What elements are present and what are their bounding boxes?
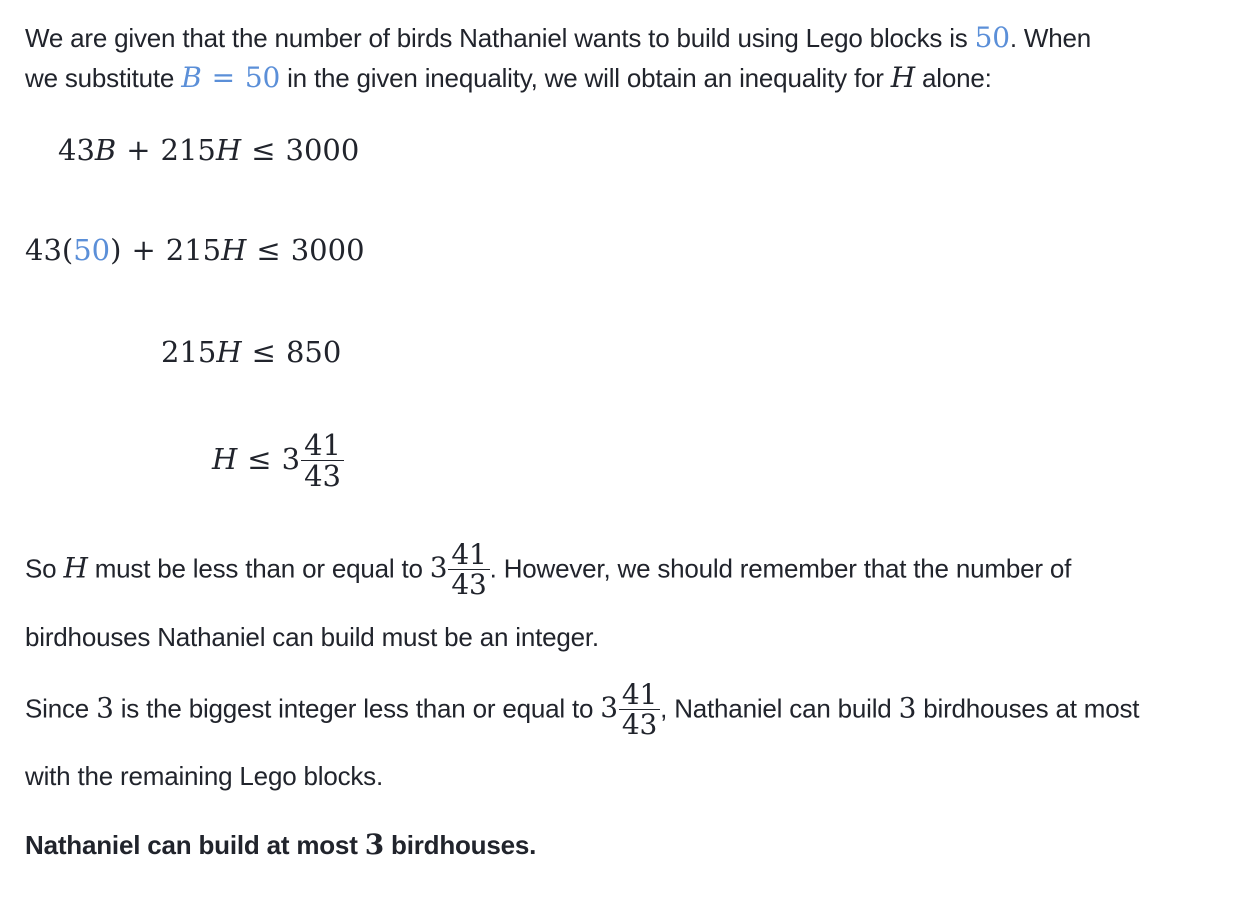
para2-line-1: So H must be less than or equal to 3 $\frac{41}{43}$ . However, we should remember that the number of (25, 538, 1072, 602)
substitution-expression: B = 50 (181, 61, 281, 94)
para3-line-1: Since 3 is the biggest integer less than or equal to 3 $\frac{41}{43}$ , Nathaniel can build 3 birdhouses at most (25, 678, 1140, 742)
intro-text-end: . When (1009, 23, 1092, 53)
equation-1: 43B + 215H ≤ 3000 (58, 133, 360, 167)
para3-line-2: with the remaining Lego blocks. (25, 761, 384, 791)
mixed-number: 3 $\frac{41}{43}$ (430, 551, 490, 584)
intro-line-2 (25, 58, 992, 98)
equation-3: 215H ≤ 850 (161, 335, 342, 369)
intro-text: We are given that the number of birds Nathaniel wants to build using Lego blocks is (25, 23, 968, 53)
equation-4: H ≤ 3 $\frac{41}{43}$ (212, 430, 344, 492)
birds-value: 50 (974, 21, 1010, 54)
intro-line-1 (25, 18, 1091, 58)
para2-line-2: birdhouses Nathaniel can build must be an integer. (25, 622, 599, 652)
mixed-number: 3 $\frac{41}{43}$ (600, 691, 660, 724)
substitute-text: we substitute (25, 63, 175, 93)
conclusion: Nathaniel can build at most 3 birdhouses. (25, 828, 537, 861)
fraction-41-43: $\frac{41}{43}$ (301, 430, 344, 492)
inequality-text: in the given inequality, we will obtain an inequality for (287, 63, 884, 93)
variable-h: H (890, 61, 915, 94)
equation-2: 43(50) + 215H ≤ 3000 (25, 233, 365, 267)
alone-text: alone: (921, 63, 992, 93)
